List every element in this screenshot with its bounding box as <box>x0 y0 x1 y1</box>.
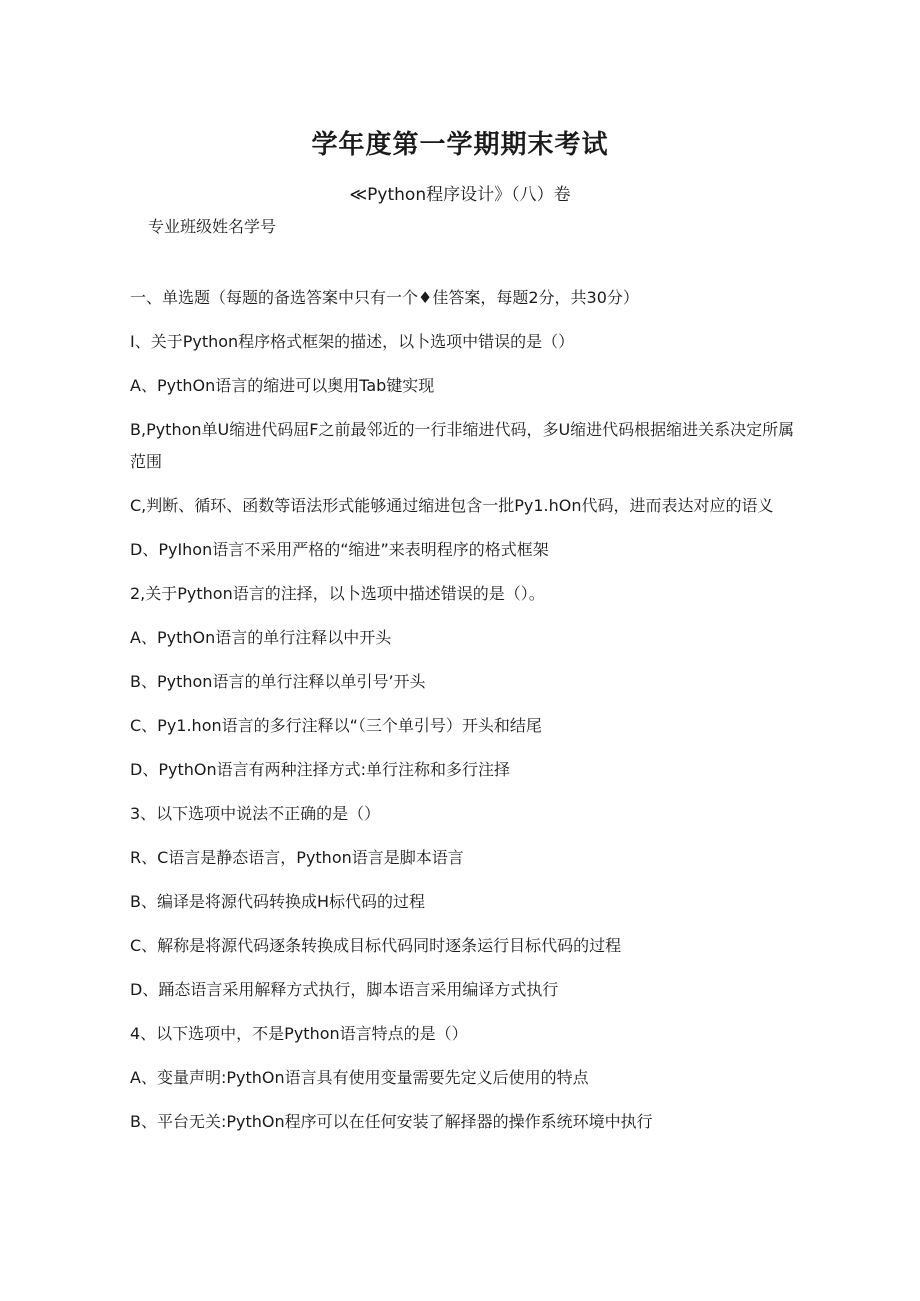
question-1-option-c: C,判断、循环、函数等语法形式能够通过缩进包含一批Py1.hOn代码，进而表达对应的语义 <box>130 496 774 515</box>
question-1: I、关于Python程序格式框架的描述，以卜选项中错误的是（） <box>130 332 575 351</box>
question-2-option-d: D、PythOn语言有两种注择方式:单行注称和多行注择 <box>130 760 510 779</box>
question-4: 4、以下选项中，不是Python语言特点的是（） <box>130 1024 468 1043</box>
student-info-line: 专业班级姓名学号 <box>148 217 277 236</box>
question-3-option-c: C、解称是将源代码逐条转换成目标代码同时逐条运行目标代码的过程 <box>130 936 622 955</box>
exam-content <box>130 282 800 1150</box>
question-1-option-b: B,Python单U缩进代码屈F之前最邻近的一行非缩进代码，多U缩进代码根据缩进关系决定所属范围 <box>130 420 795 471</box>
question-2-option-b: B、Python语言的单行注释以单引号’开头 <box>130 672 426 691</box>
question-2-option-c: C、Py1.hon语言的多行注释以“（三个单引号）开头和结尾 <box>130 716 542 735</box>
question-3: 3、以下选项中说法不正确的是（） <box>130 804 381 823</box>
question-2: 2,关于Python语言的注择，以卜选项中描述错误的是（）。 <box>130 584 545 603</box>
section-heading: 一、单选题（每题的备选答案中只有一个♦佳答案，每题2分，共30分） <box>130 288 639 307</box>
question-1-option-d: D、PyIhon语言不采用严格的“缩进”来表明程序的格式框架 <box>130 540 549 559</box>
question-4-option-b: B、平台无关:PythOn程序可以在任何安装了解择器的操作系统环境中执行 <box>130 1112 653 1131</box>
question-4-option-a: A、变量声明:PythOn语言具有使用变量需要先定义后使用的特点 <box>130 1068 589 1087</box>
question-1-option-a: A、PythOn语言的缩进可以奥用Tab键实现 <box>130 376 435 395</box>
exam-subtitle: ≪Python程序设计》（八）卷 <box>349 185 571 205</box>
question-3-option-a: R、C语言是静态语言，Python语言是脚本语言 <box>130 848 464 867</box>
question-3-option-b: B、编译是将源代码转换成H标代码的过程 <box>130 892 426 911</box>
exam-title: 学年度第一学期期末考试 <box>311 130 609 160</box>
question-3-option-d: D、踊态语言采用解释方式执行，脚本语言采用编译方式执行 <box>130 980 559 999</box>
question-2-option-a: A、PythOn语言的单行注释以中开头 <box>130 628 392 647</box>
